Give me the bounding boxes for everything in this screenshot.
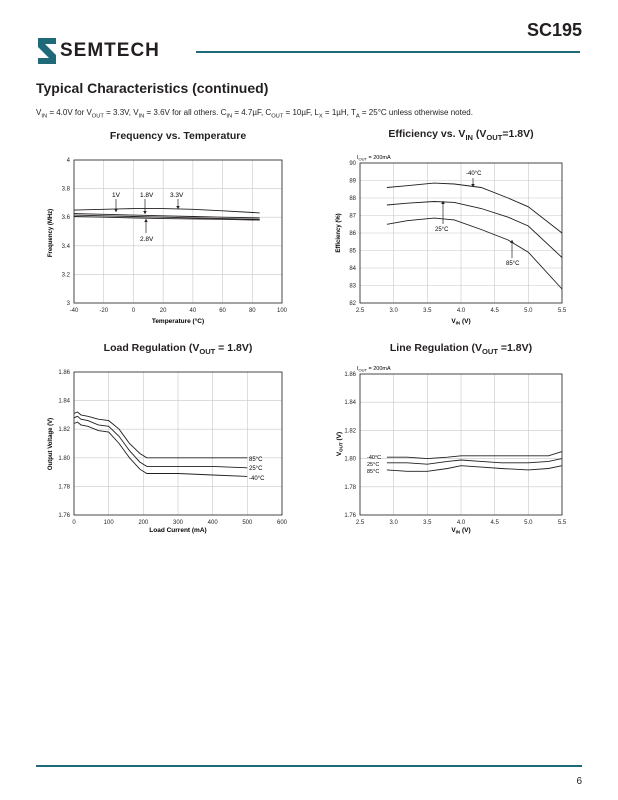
chart-1-ylabel: Frequency (MHz) [48,208,54,258]
x-tick-label: 5.0 [524,520,533,526]
chart-2-title: Efficiency vs. $V_{IN}$ $(V_{OUT}=1.8V)$ [388,128,534,143]
section-title: Typical Characteristics (continued) [36,80,269,96]
chart-4-ylabel: $V_{OUT}$ (V) [336,431,344,457]
semtech-logo-icon [36,36,58,66]
x-tick-label: 5.5 [557,520,567,526]
series-line-2 [74,422,247,476]
chart-1-xlabel: Temperature (°C) [151,318,205,325]
x-tick-label: 4.0 [456,308,466,314]
y-tick-label: 1.80 [58,455,70,462]
page-number: 6 [576,776,582,787]
y-tick-label: 3.2 [61,272,70,279]
chart-4-annotation-25c: 25°C [367,462,380,468]
chart-1-annotation-2-8v: 2.8V [140,236,154,243]
x-tick-label: 200 [138,520,149,526]
plot-area [360,163,562,303]
chart-3-annotation-25c: 25°C [249,466,263,472]
x-tick-label: -20 [99,308,109,314]
chart-4-note: $I_{OUT} = 200mA$ [357,366,391,373]
series-line-1 [387,202,562,258]
chart-2-note: $I_{OUT} = 200mA$ [357,155,391,162]
y-tick-label: 3.6 [61,215,70,222]
x-tick-label: 3.5 [423,520,432,526]
part-number: SC195 [526,20,582,40]
series-line-2 [74,209,260,213]
x-tick-label: 20 [159,308,167,314]
series-line-0 [387,183,562,233]
chart-2-annotation-25c: 25°C [435,227,449,233]
x-tick-label: -40 [69,308,79,314]
chart-1-title: Frequency vs. Temperature [109,130,247,142]
y-tick-label: 83 [349,283,356,290]
y-tick-label: 1.84 [58,398,70,405]
y-tick-label: 87 [349,213,356,220]
chart-3-annotation-minus40c: -40°C [249,476,265,482]
x-tick-label: 4.0 [456,520,466,526]
series-line-0 [74,412,247,458]
x-tick-label: 0 [72,520,76,526]
x-tick-label: 400 [207,520,218,526]
series-line-1 [74,214,260,218]
header-divider [196,51,580,53]
company-logo-text: SEMTECH [60,40,160,61]
chart-2-annotation-85c: 85°C [506,261,520,267]
chart-3-ylabel: Output Voltage (V) [48,417,54,471]
footer-divider [36,765,582,767]
x-tick-label: 100 [276,308,288,314]
y-tick-label: 1.78 [58,484,70,491]
y-tick-label: 1.78 [344,484,356,491]
x-tick-label: 4.5 [490,520,499,526]
plot-area [360,374,562,515]
y-tick-label: 1.84 [344,400,356,407]
plot-area [74,372,282,515]
y-tick-label: 1.76 [344,513,356,519]
y-tick-label: 3.4 [61,243,70,250]
y-tick-label: 1.76 [58,513,70,519]
chart-1-pointer-1-8v-head [143,211,147,214]
x-tick-label: 3.0 [389,520,398,526]
series-line-0 [74,215,260,219]
chart-1-pointer-1v-head [114,209,118,212]
series-line-3 [74,217,260,221]
chart-3-annotation-85c: 85°C [249,457,263,463]
chart-1-annotation-1v: 1V [112,192,120,199]
chart-2-annotation-minus40c: -40°C [466,171,482,177]
x-tick-label: 300 [172,520,184,526]
chart-4-xlabel: $V_{IN}$ (V) [451,527,471,535]
chart-2-xlabel: $V_{IN}$ (V) [451,318,471,326]
chart-3-xlabel: Load Current (mA) [149,527,207,534]
chart-2-ylabel: Efficiency (%) [336,213,342,253]
y-tick-label: 89 [349,178,356,185]
x-tick-label: 2.5 [355,520,365,526]
x-tick-label: 600 [276,520,288,526]
series-line-0 [387,452,562,459]
x-tick-label: 40 [189,308,197,314]
x-tick-label: 5.0 [524,308,533,314]
chart-1-annotation-3-3v: 3.3V [170,192,184,199]
series-line-1 [387,459,562,465]
chart-2-pointer-minus40c-head [471,184,475,187]
y-tick-label: 1.80 [344,456,356,463]
y-tick-label: 1.82 [344,428,356,435]
test-conditions: $V_{IN} = 4.0V$ for $V_{OUT} = 3.3V$, $V_{IN} = 3.6V$ for all others. $C_{IN} = 4.7\mu F$, $C_{OUT} = 10\mu F$, $L_X = 1\mu H$, $T_A = 25^\circ C$ unless otherwise noted. [36,108,473,120]
y-tick-label: 86 [349,231,356,237]
y-tick-label: 4 [66,158,70,164]
chart-4-annotation-minus40c: -40°C [367,455,382,461]
y-tick-label: 82 [349,301,356,307]
x-tick-label: 60 [219,308,226,314]
x-tick-label: 100 [103,520,114,526]
chart-2-pointer-25c-head [441,201,445,204]
chart-1-pointer-3-3v-head [176,206,180,209]
series-line-1 [74,416,247,468]
chart-4-title: Line Regulation $(V_{OUT} =1.8V)$ [389,342,533,357]
x-tick-label: 500 [242,520,253,526]
x-tick-label: 3.5 [423,308,432,314]
x-tick-label: 80 [248,308,256,314]
y-tick-label: 1.86 [344,372,356,378]
x-tick-label: 4.5 [490,308,499,314]
y-tick-label: 88 [349,196,356,202]
y-tick-label: 90 [349,161,356,167]
chart-2-pointer-85c-head [510,240,514,243]
y-tick-label: 3.8 [61,186,70,193]
y-tick-label: 1.82 [58,427,70,434]
x-tick-label: 2.5 [355,308,365,314]
plot-area [74,160,282,303]
chart-1-annotation-1-8v: 1.8V [140,192,154,199]
y-tick-label: 84 [349,266,356,272]
series-line-2 [387,218,562,289]
y-tick-label: 3 [66,301,70,307]
chart-4-annotation-85c: 85°C [367,469,380,475]
x-tick-label: 0 [131,308,136,314]
y-tick-label: 85 [349,248,356,255]
chart-1-pointer-2-8v-head [144,219,148,222]
x-tick-label: 5.5 [557,308,567,314]
y-tick-label: 1.86 [58,370,70,376]
series-line-2 [387,466,562,472]
x-tick-label: 3.0 [389,308,398,314]
chart-3-title: Load Regulation $(V_{OUT} = 1.8V)$ [103,342,253,357]
